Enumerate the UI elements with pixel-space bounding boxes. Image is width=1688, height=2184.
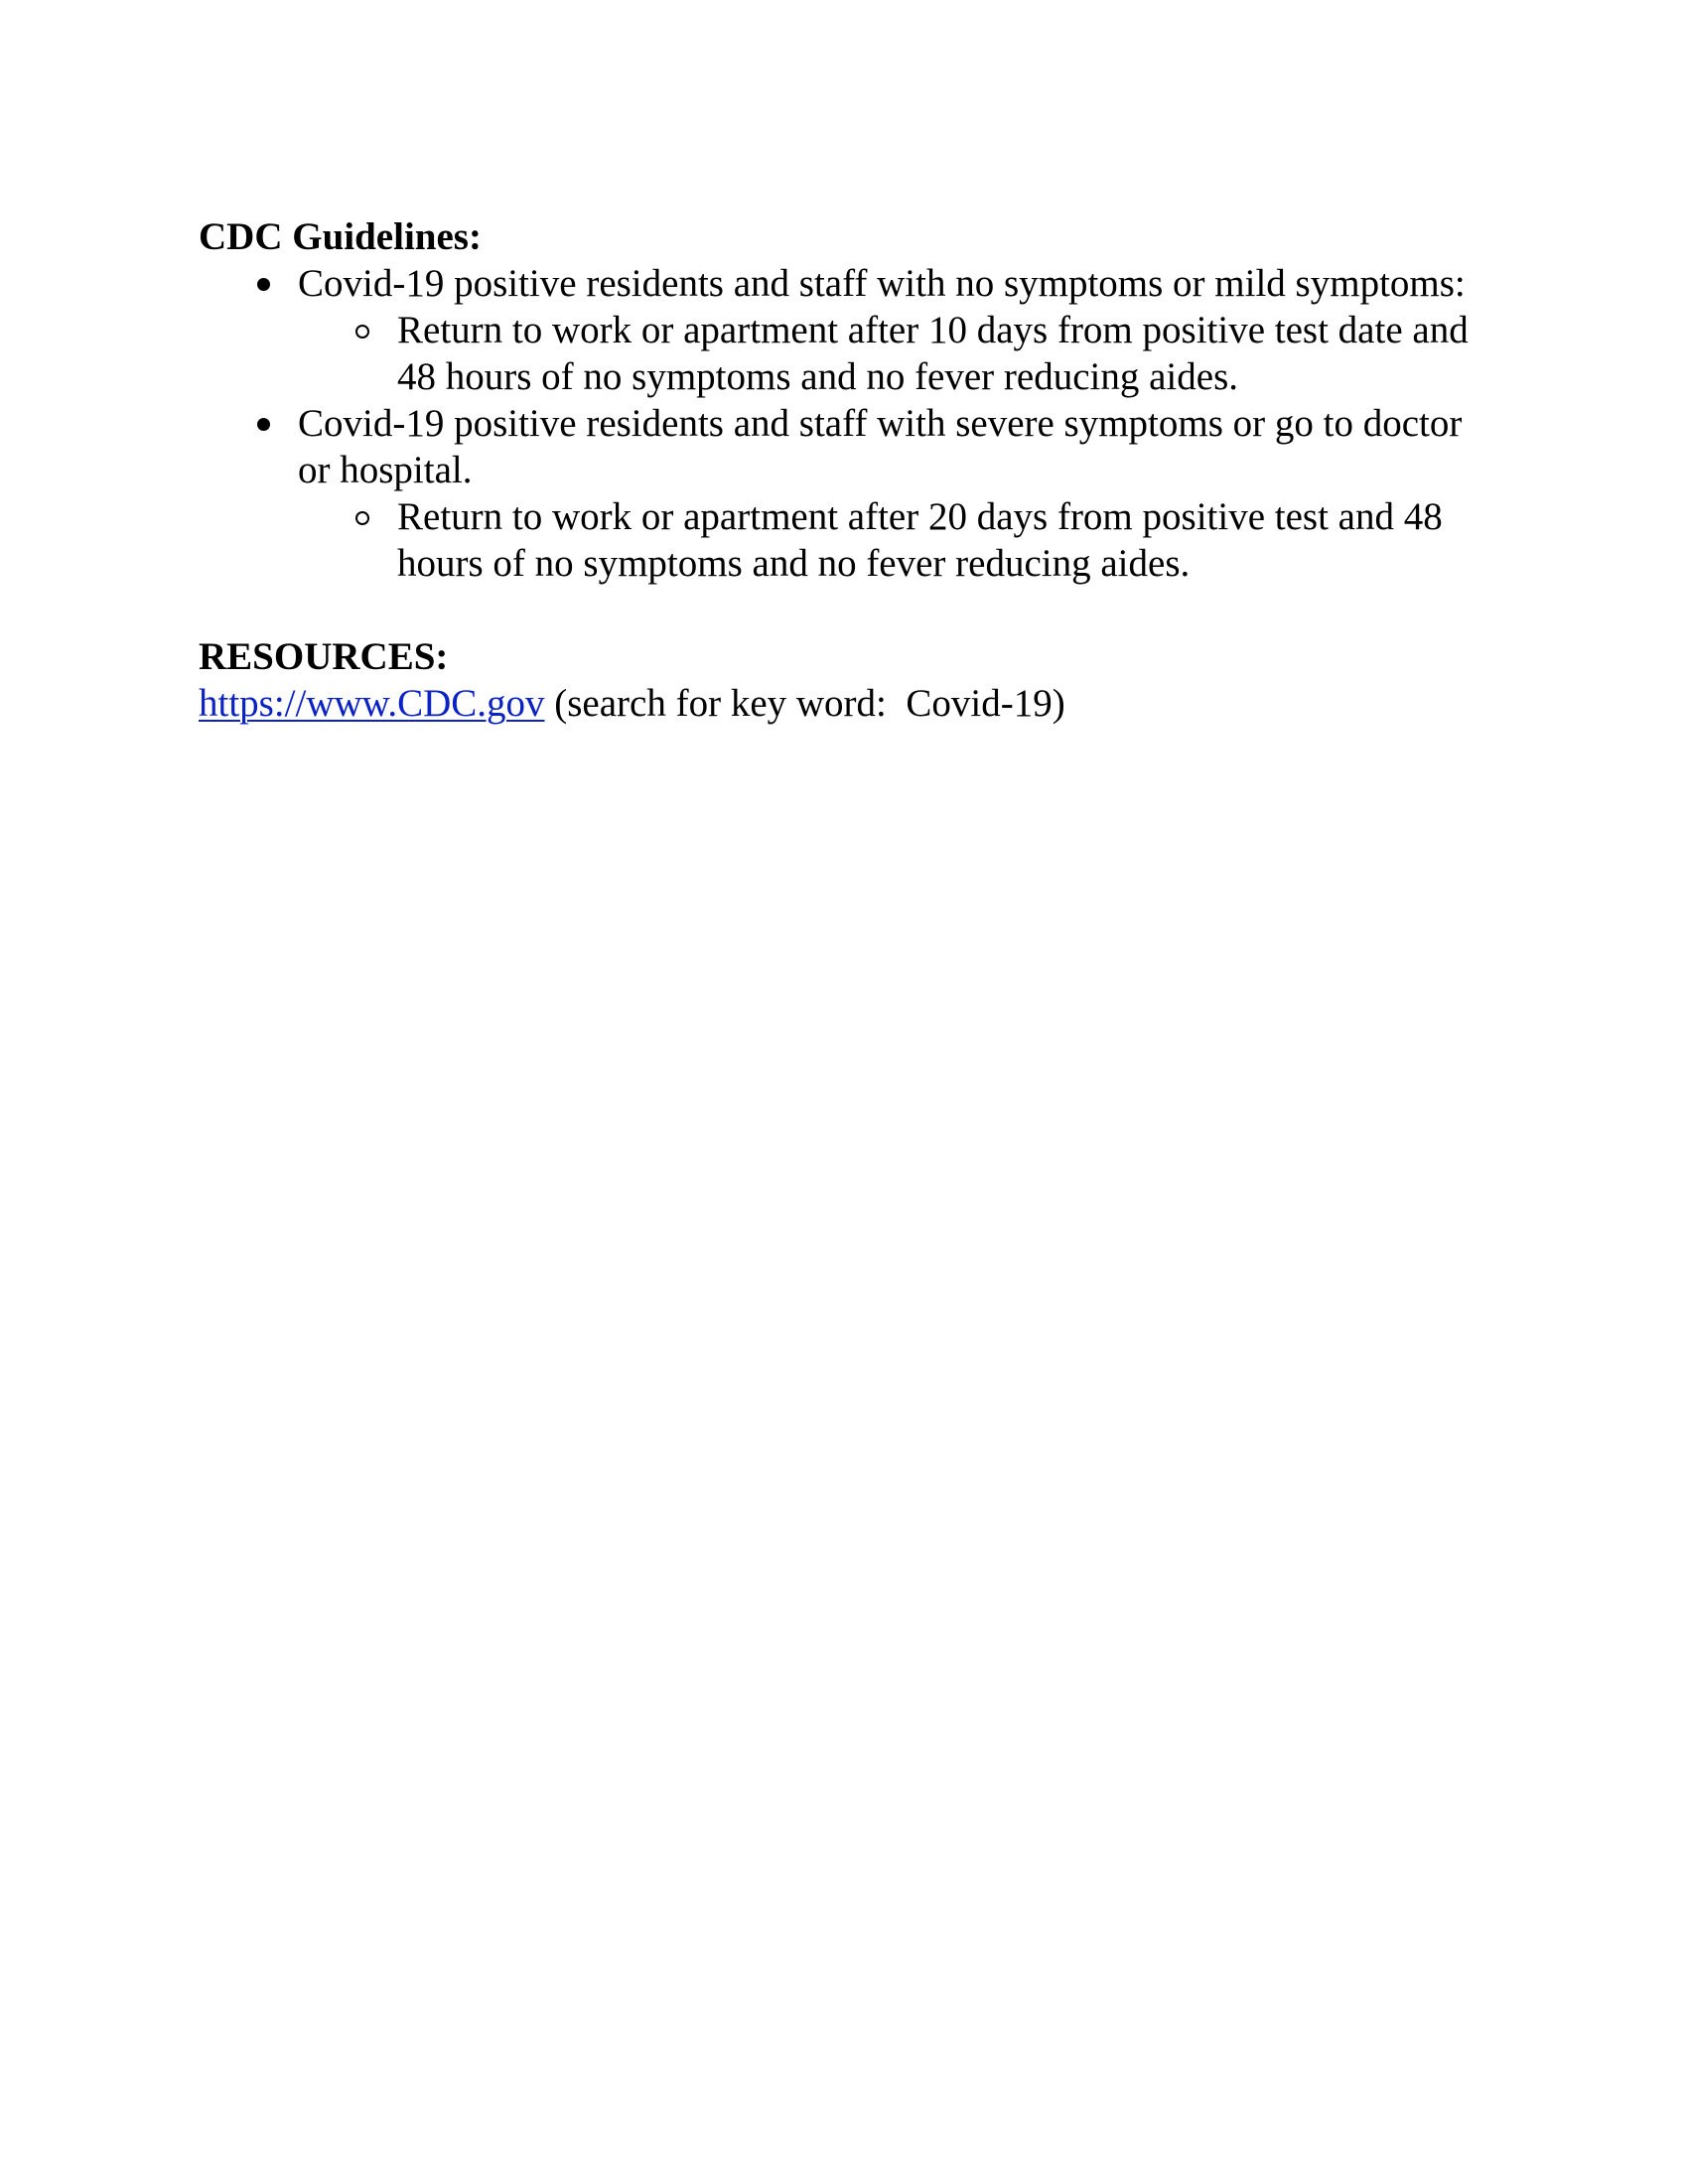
document-content xyxy=(199,213,1489,727)
resource-note: (search for key word: Covid-19) xyxy=(544,682,1065,725)
section-heading-cdc-guidelines: CDC Guidelines: xyxy=(199,215,482,258)
guideline-sublist xyxy=(298,493,1489,587)
hollow-circle-bullet-icon xyxy=(348,493,377,540)
cdc-link[interactable]: https://www.CDC.gov xyxy=(199,682,545,725)
guideline-subitem-text: Return to work or apartment after 20 days from positive test and 48 hours of no symptoms and no fever reducing aides. xyxy=(397,495,1443,585)
section-heading-resources: RESOURCES: xyxy=(199,635,449,678)
guideline-subitem xyxy=(298,493,1489,587)
guideline-item xyxy=(199,260,1489,400)
guideline-text: Covid-19 positive residents and staff with severe symptoms or go to doctor or hospital. xyxy=(298,402,1463,491)
resource-line xyxy=(199,680,1489,727)
hollow-circle-bullet-icon xyxy=(348,307,377,353)
bullet-icon xyxy=(248,260,278,307)
guideline-subitem-text: Return to work or apartment after 10 days from positive test date and 48 hours of no symptoms and no fever reducing aides. xyxy=(397,309,1469,398)
guideline-sublist xyxy=(298,307,1489,400)
guidelines-list xyxy=(199,260,1489,587)
guideline-item xyxy=(199,400,1489,587)
guideline-text: Covid-19 positive residents and staff with no symptoms or mild symptoms: xyxy=(298,262,1466,305)
bullet-icon xyxy=(248,400,278,447)
guideline-subitem xyxy=(298,307,1489,400)
paragraph-spacer xyxy=(199,587,1489,633)
